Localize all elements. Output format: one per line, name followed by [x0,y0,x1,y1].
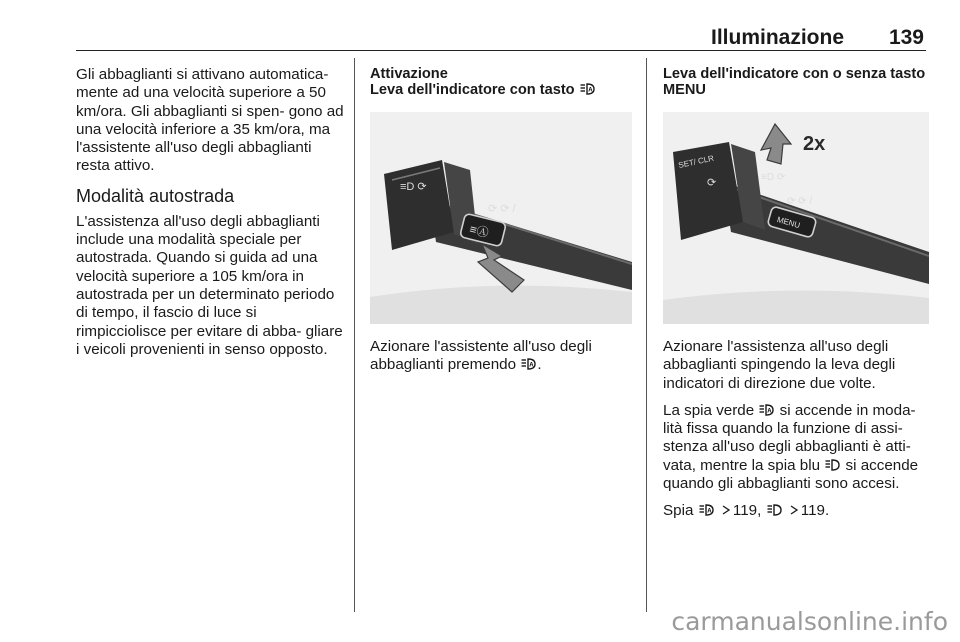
page-reference-arrow-icon [789,505,799,515]
svg-text:≡Ⓐ: ≡Ⓐ [468,222,491,241]
page-reference-2[interactable]: 119. [800,502,830,520]
high-beam-assist-icon [521,358,536,370]
svg-text:A: A [767,408,772,415]
column-3 [663,66,931,530]
figure-lever-push [663,112,931,324]
column-2 [370,66,634,384]
lever-with-button-subheading [370,82,634,98]
column-divider-right [646,58,647,612]
highway-mode-paragraph: L'assistenza all'uso degli abbaglianti include una modalità speciale per autostrada. Quando si guida ad una velocità superiore a 105 km/ora in autostrada per un determinato periodo di tempo, il fascio di luce si rimpicciolisce per evitare di abba- gliare i veicoli provenienti in senso opposto. [76,212,343,358]
column-divider-left [354,58,355,612]
high-beam-assist-icon [580,83,595,95]
highway-mode-heading: Modalità autostrada [76,185,235,206]
svg-text:⟳ ⟳ /: ⟳ ⟳ / [488,203,516,215]
svg-text:A: A [587,87,593,94]
section-title: Illuminazione [710,26,844,49]
lever-menu-subheading: Leva dell'indicatore con o senza tasto MENU [663,66,926,98]
column-1 [76,66,344,368]
activation-heading: Attivazione [370,66,448,82]
svg-text:≡D ⟳: ≡D ⟳ [761,172,786,183]
svg-text:SET/ CLR: SET/ CLR [677,153,715,170]
high-beam-assist-icon [759,404,774,416]
watermark: carmanualsonline.info [671,607,948,636]
svg-text:A: A [706,509,712,516]
page-header [76,24,926,51]
high-beam-icon [825,459,840,471]
svg-text:A: A [529,362,534,369]
intro-paragraph: Gli abbaglianti si attivano automatica- mente ad una velocità superiore a 50 km/ora. Gli abbaglianti si spen- gono ad una velocità inferiore a 35 km/ora, ma l'assistente all'uso degli abbaglianti resta attivo. [76,66,344,175]
page-reference-arrow-icon [721,505,731,515]
page-reference-1[interactable]: 119, [732,502,762,520]
lever-with-button-text: Leva dell'indicatore con tasto [370,82,575,98]
high-beam-assist-icon [699,504,714,516]
lever-push-illustration [663,112,929,324]
svg-text:⟳ ⟳ /: ⟳ ⟳ / [787,196,813,207]
svg-text:MENU: MENU [775,214,802,231]
svg-text:≡D ⟳: ≡D ⟳ [400,181,427,193]
push-instruction-paragraph: Azionare l'assistenza all'uso degli abbaglianti spingendo la leva degli indicatori di direzione due volte. [663,338,896,392]
lever-button-illustration [370,112,632,324]
svg-text:⟳: ⟳ [707,177,717,189]
push-twice-label: 2x [803,133,826,155]
page-number: 139 [888,26,924,49]
indicator-lights-paragraph: La spia verde A si accende in moda- lità fissa quando la funzione di assi- stenza all'uso degli abbaglianti è atti- vata, mentre la spia blu si accende quando gli abbaglianti sono accesi. [663,401,919,493]
figure-lever-button [370,112,634,324]
cross-reference-line: Spia A 119, 119. [663,502,830,520]
high-beam-icon [767,504,782,516]
activation-caption: Azionare l'assistente all'uso degli abbaglianti premendo A . [370,338,592,374]
